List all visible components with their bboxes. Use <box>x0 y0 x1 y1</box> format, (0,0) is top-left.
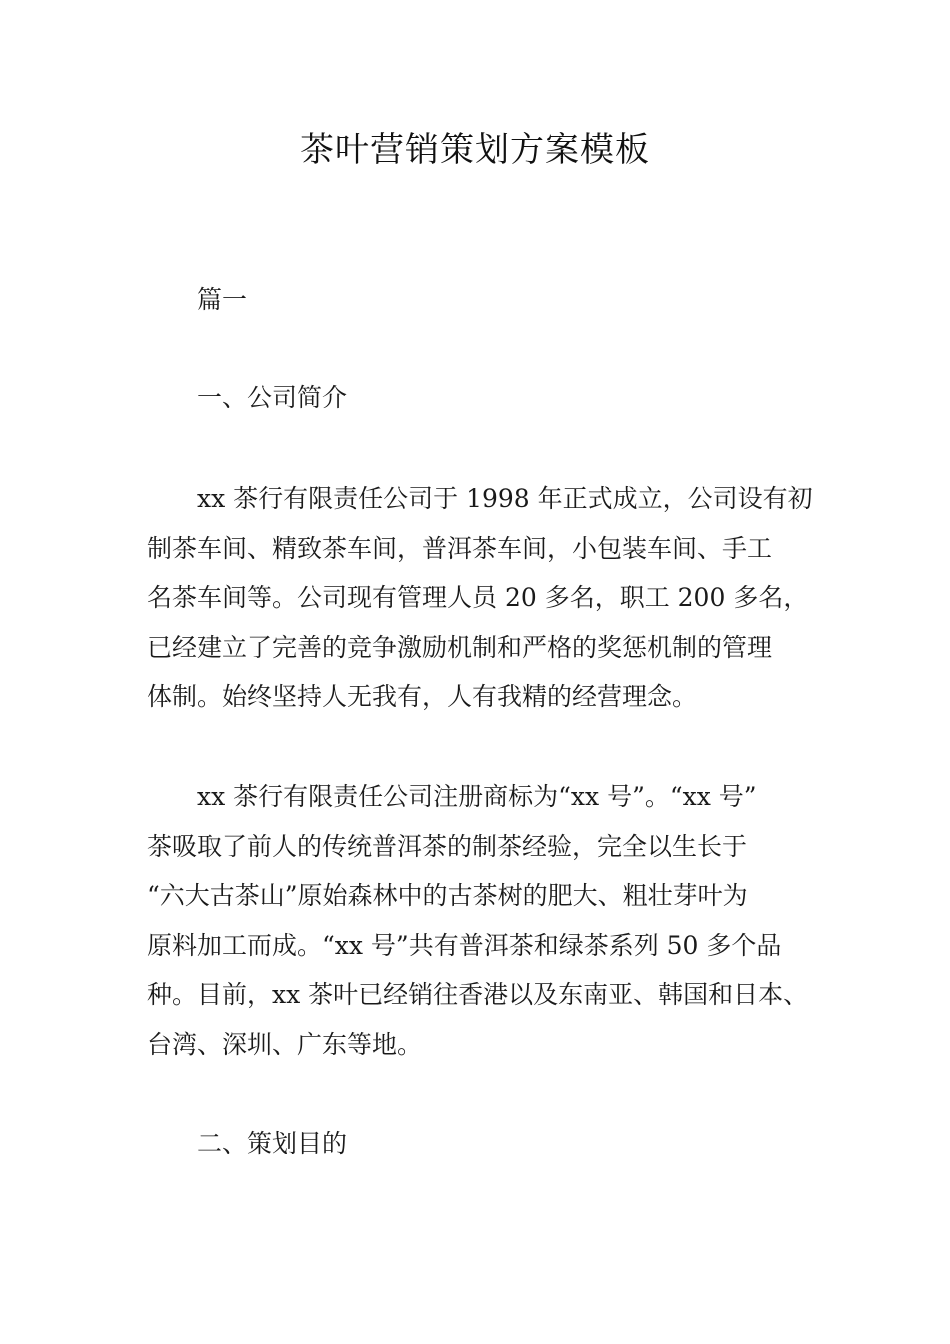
paragraph-line: 已经建立了完善的竞争激励机制和严格的奖惩机制的管理 <box>147 632 773 662</box>
paragraph-line: 茶吸取了前人的传统普洱茶的制茶经验，完全以生长于 <box>147 831 748 861</box>
paragraph-line: xx 茶行有限责任公司于 1998 年正式成立，公司设有初 <box>197 484 813 513</box>
paragraph-line: xx 茶行有限责任公司注册商标为“xx 号”。“xx 号” <box>197 782 757 811</box>
paragraph-company-intro <box>147 474 813 722</box>
paragraph-line: 名茶车间等。公司现有管理人员 20 多名，职工 200 多名， <box>147 583 809 612</box>
heading-planning-purpose: 二、策划目的 <box>197 1129 348 1158</box>
paragraph-line: 制茶车间、精致茶车间，普洱茶车间，小包装车间、手工 <box>147 533 773 563</box>
paragraph-line: 原料加工而成。“xx 号”共有普洱茶和绿茶系列 50 多个品 <box>147 930 782 960</box>
paragraph-line: “六大古茶山”原始森林中的古茶树的肥大、粗壮芽叶为 <box>147 881 748 910</box>
paragraph-line: 体制。始终坚持人无我有，人有我精的经营理念。 <box>147 682 698 711</box>
document-title: 茶叶营销策划方案模板 <box>300 130 650 170</box>
paragraph-trademark <box>147 772 807 1069</box>
heading-company-intro: 一、公司简介 <box>197 383 348 412</box>
paragraph-line: 台湾、深圳、广东等地。 <box>147 1029 423 1059</box>
paragraph-line: 种。目前，xx 茶叶已经销往香港以及东南亚、韩国和日本、 <box>147 980 809 1009</box>
section-label: 篇一 <box>197 285 248 314</box>
